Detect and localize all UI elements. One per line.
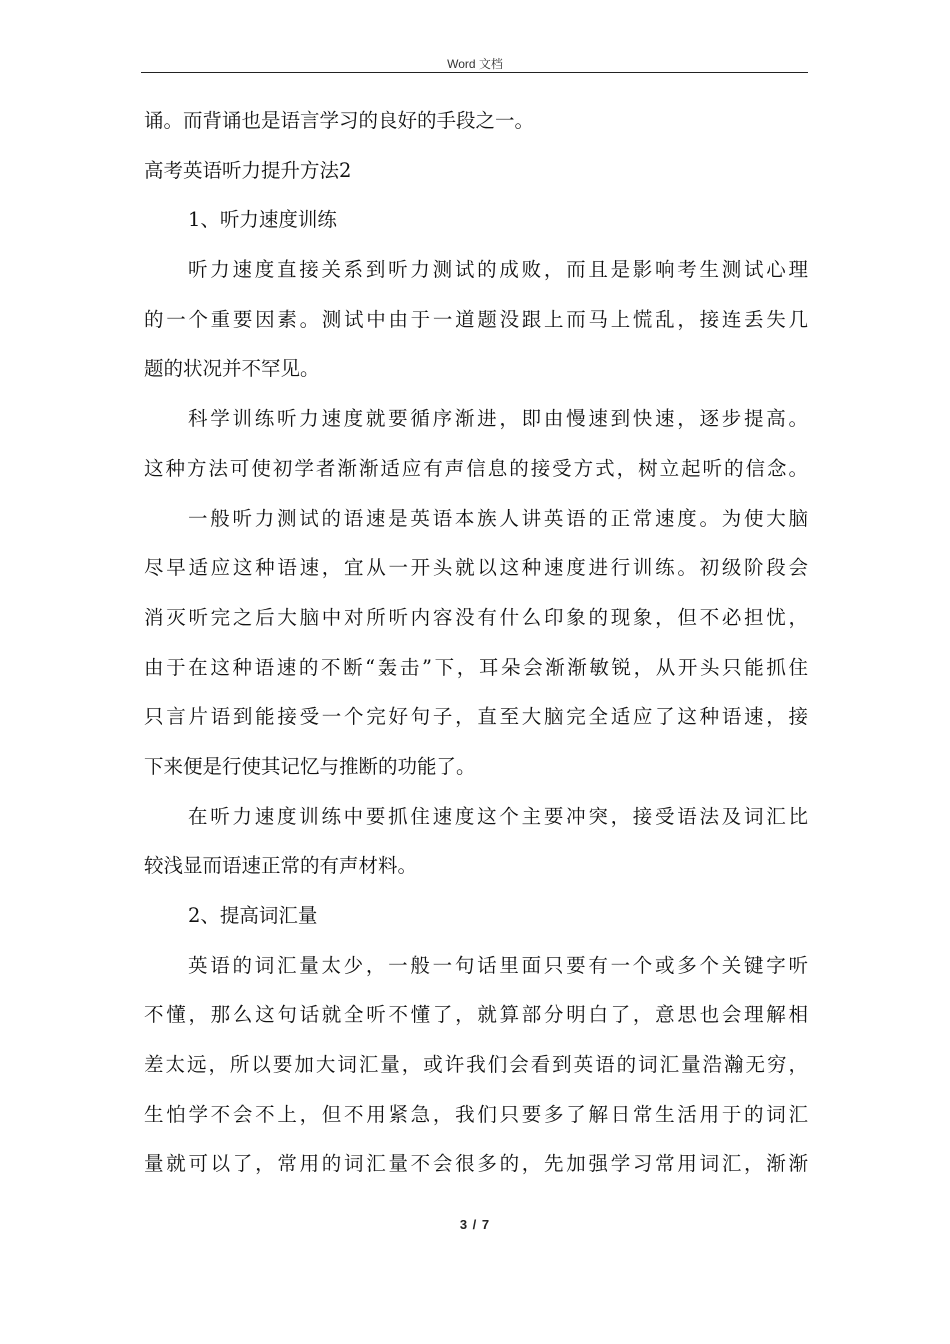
text-line: 量就可以了，常用的词汇量不会很多的，先加强学习常用词汇，渐渐	[144, 1152, 808, 1176]
text-line: 不懂，那么这句话就全听不懂了，就算部分明白了，意思也会理解相	[144, 1003, 808, 1027]
text-line: 由于在这种语速的不断“轰击”下，耳朵会渐渐敏锐，从开头只能抓住	[144, 655, 808, 679]
text-line: 1、听力速度训练	[188, 208, 337, 232]
text-line: 较浅显而语速正常的有声材料。	[144, 854, 418, 878]
header-divider	[141, 72, 808, 73]
text-line: 消灭听完之后大脑中对所听内容没有什么印象的现象，但不必担忧，	[144, 605, 808, 629]
text-line: 这种方法可使初学者渐渐适应有声信息的接受方式，树立起听的信念。	[144, 456, 808, 480]
page-header: Word 文档	[447, 57, 503, 71]
document-body	[144, 96, 808, 1189]
text-line: 诵。而背诵也是语言学习的良好的手段之一。	[144, 109, 535, 132]
text-line: 生怕学不会不上，但不用紧急，我们只要多了解日常生活用于的词汇	[144, 1102, 808, 1126]
text-line: 一般听力测试的语速是英语本族人讲英语的正常速度。为使大脑	[188, 506, 808, 530]
text-line: 只言片语到能接受一个完好句子，直至大脑完全适应了这种语速，接	[144, 705, 808, 729]
text-line: 听力速度直接关系到听力测试的成败，而且是影响考生测试心理	[188, 258, 808, 282]
text-line: 科学训练听力速度就要循序渐进，即由慢速到快速，逐步提高。	[188, 407, 808, 431]
text-line: 差太远，所以要加大词汇量，或许我们会看到英语的词汇量浩瀚无穷，	[144, 1053, 808, 1077]
text-line: 高考英语听力提升方法2	[144, 158, 352, 182]
text-line: 下来便是行使其记忆与推断的功能了。	[144, 754, 476, 778]
text-line: 题的状况并不罕见。	[144, 357, 320, 381]
page-number: 3 / 7	[459, 1217, 491, 1232]
text-line: 在听力速度训练中要抓住速度这个主要冲突，接受语法及词汇比	[188, 804, 808, 828]
text-line: 2、提高词汇量	[188, 904, 318, 927]
text-line: 英语的词汇量太少，一般一句话里面只要有一个或多个关键字听	[188, 953, 808, 977]
text-line: 的一个重要因素。测试中由于一道题没跟上而马上慌乱，接连丢失几	[144, 307, 808, 331]
text-line: 尽早适应这种语速，宜从一开头就以这种速度进行训练。初级阶段会	[144, 556, 808, 580]
